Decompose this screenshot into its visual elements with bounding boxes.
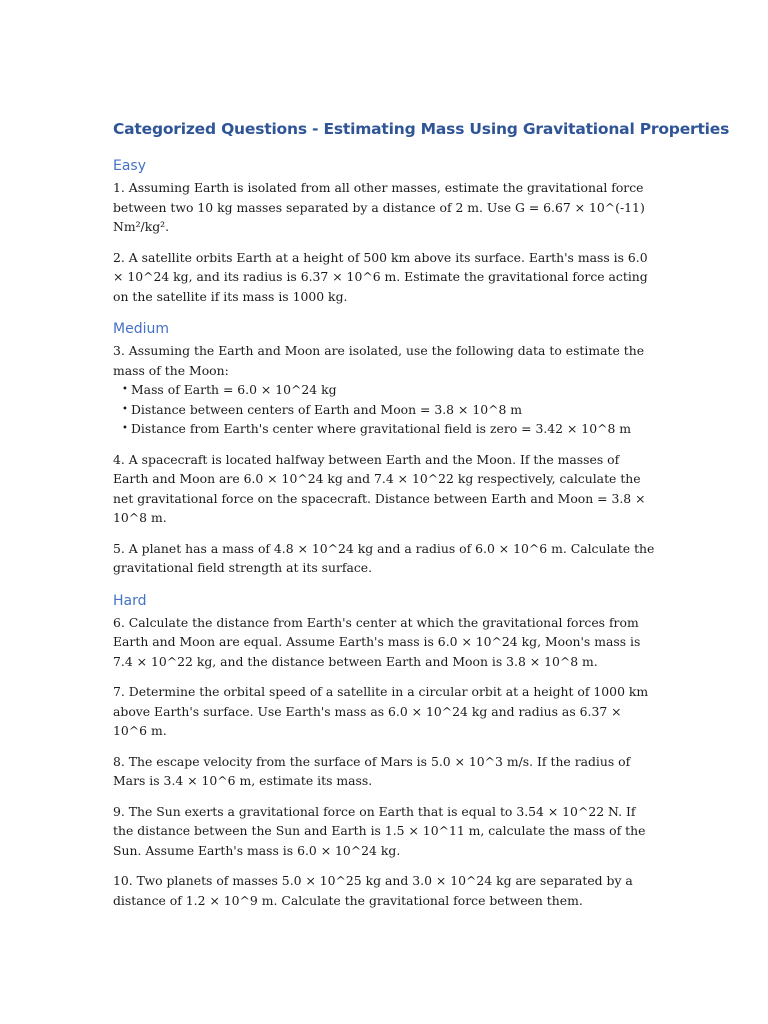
question-4: 4. A spacecraft is located halfway between Earth and the Moon. If the masses of Earth and Moon are 6.0 × 10^24 kg and 7.4 × 10^22 kg respectively, calculate the net gravitational force on the spacecraft. Distance between Earth and Moon = 3.8 × 10^8 m. <box>113 451 646 525</box>
list-item: • Distance from Earth's center where gravitational field is zero = 3.42 × 10^8 m <box>122 419 658 439</box>
question-3-data-list <box>113 380 658 439</box>
question-6: 6. Calculate the distance from Earth's center at which the gravitational forces from Earth and Moon are equal. Assume Earth's mass is 6.0 × 10^24 kg, Moon's mass is 7.4 × 10^22 kg, and the distance between Earth and Moon is 3.8 × 10^8 m. <box>113 614 641 669</box>
question-3-text: 3. Assuming the Earth and Moon are isolated, use the following data to estimate the mass of the Moon: <box>113 343 645 378</box>
section-hard <box>113 592 658 911</box>
document-page <box>113 118 730 924</box>
question-10: 10. Two planets of masses 5.0 × 10^25 kg and 3.0 × 10^24 kg are separated by a distance of 1.2 × 10^9 m. Calculate the gravitational force between them. <box>113 873 633 908</box>
section-heading-hard: Hard <box>113 592 147 609</box>
question-5: 5. A planet has a mass of 4.8 × 10^24 kg and a radius of 6.0 × 10^6 m. Calculate the gravitational field strength at its surface. <box>113 540 655 575</box>
section-heading-easy: Easy <box>113 158 147 174</box>
section-medium <box>113 320 658 578</box>
section-heading-medium: Medium <box>113 321 169 337</box>
question-8: 8. The escape velocity from the surface of Mars is 5.0 × 10^3 m/s. If the radius of Mars is 3.4 × 10^6 m, estimate its mass. <box>113 753 631 788</box>
document-title: Categorized Questions - Estimating Mass Using Gravitational Properties <box>113 120 730 138</box>
question-9: 9. The Sun exerts a gravitational force on Earth that is equal to 3.54 × 10^22 N. If the distance between the Sun and Earth is 1.5 × 10^11 m, calculate the mass of the Sun. Assume Earth's mass is 6.0 × 10^24 kg. <box>113 803 646 858</box>
question-7: 7. Determine the orbital speed of a satellite in a circular orbit at a height of 1000 km above Earth's surface. Use Earth's mass as 6.0 × 10^24 kg and radius as 6.37 × 10^6 m. <box>113 684 649 738</box>
question-1: 1. Assuming Earth is isolated from all other masses, estimate the gravitational force between two 10 kg masses separated by a distance of 2 m. Use G = 6.67 × 10^(-11) Nm²/kg². <box>113 180 645 234</box>
question-2: 2. A satellite orbits Earth at a height of 500 km above its surface. Earth's mass is 6.0 × 10^24 kg, and its radius is 6.37 × 10^6 m. Estimate the gravitational force acting on the satellite if its mass is 1000 kg. <box>113 249 648 304</box>
section-easy <box>113 157 658 306</box>
list-item: • Mass of Earth = 6.0 × 10^24 kg <box>122 380 658 400</box>
question-3 <box>113 341 658 439</box>
list-item: • Distance between centers of Earth and Moon = 3.8 × 10^8 m <box>122 400 658 420</box>
